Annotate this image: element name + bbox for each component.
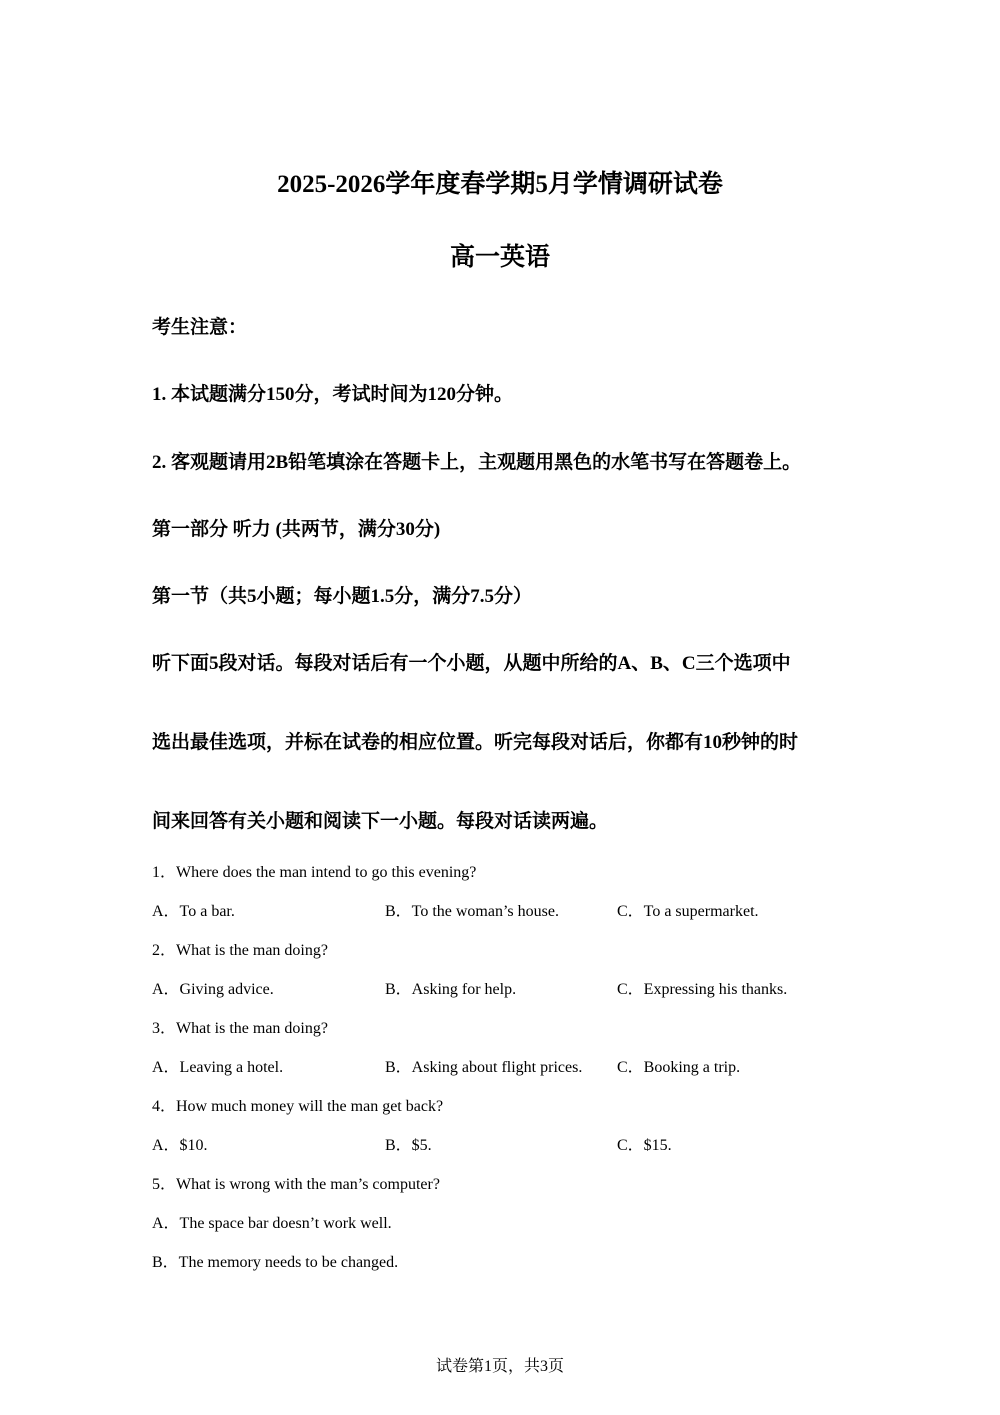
question-1-option-b: B．To the woman’s house.	[385, 903, 559, 920]
question-3-option-b: B．Asking about flight prices.	[385, 1059, 583, 1076]
instruction-line: 间来回答有关小题和阅读下一小题。每段对话读两遍。	[152, 811, 609, 832]
question-1-stem: 1．Where does the man intend to go this evening?	[152, 864, 477, 881]
question-1-option-c: C．To a supermarket.	[617, 903, 759, 920]
question-5-stem: 5．What is wrong with the man’s computer?	[152, 1176, 440, 1193]
question-2-option-b: B．Asking for help.	[385, 981, 517, 998]
question-5-option-a: A．The space bar doesn’t work well.	[152, 1215, 392, 1232]
notice-heading: 考生注意：	[152, 317, 248, 338]
instruction-line: 听下面5段对话。每段对话后有一个小题，从题中所给的A、B、C三个选项中	[152, 653, 791, 674]
question-2-option-a: A．Giving advice.	[152, 981, 274, 998]
question-4-option-b: B．$5.	[385, 1137, 432, 1154]
exam-title: 2025-2026学年度春学期5月学情调研试卷	[277, 171, 723, 198]
page-footer: 试卷第1页，共3页	[435, 1358, 564, 1375]
question-3-stem: 3．What is the man doing?	[152, 1020, 328, 1037]
part-title: 第一部分 听力 (共两节，满分30分)	[152, 519, 441, 540]
question-4-stem: 4．How much money will the man get back?	[152, 1098, 444, 1115]
question-4-option-c: C．$15.	[617, 1137, 672, 1154]
instruction-line: 选出最佳选项，并标在试卷的相应位置。听完每段对话后，你都有10秒钟的时	[152, 732, 799, 753]
section-title: 第一节（共5小题；每小题1.5分，满分7.5分）	[152, 586, 533, 607]
question-5-option-b: B．The memory needs to be changed.	[152, 1254, 399, 1271]
question-2-option-c: C．Expressing his thanks.	[617, 981, 788, 998]
notice-item-1: 1. 本试题满分150分，考试时间为120分钟。	[152, 384, 514, 405]
question-3-option-a: A．Leaving a hotel.	[152, 1059, 284, 1076]
question-4-option-a: A．$10.	[152, 1137, 208, 1154]
question-1-option-a: A．To a bar.	[152, 903, 235, 920]
notice-item-2: 2. 客观题请用2B铅笔填涂在答题卡上，主观题用黑色的水笔书写在答题卷上。	[152, 452, 802, 473]
question-3-option-c: C．Booking a trip.	[617, 1059, 741, 1076]
question-2-stem: 2．What is the man doing?	[152, 942, 328, 959]
exam-subject: 高一英语	[449, 244, 550, 271]
